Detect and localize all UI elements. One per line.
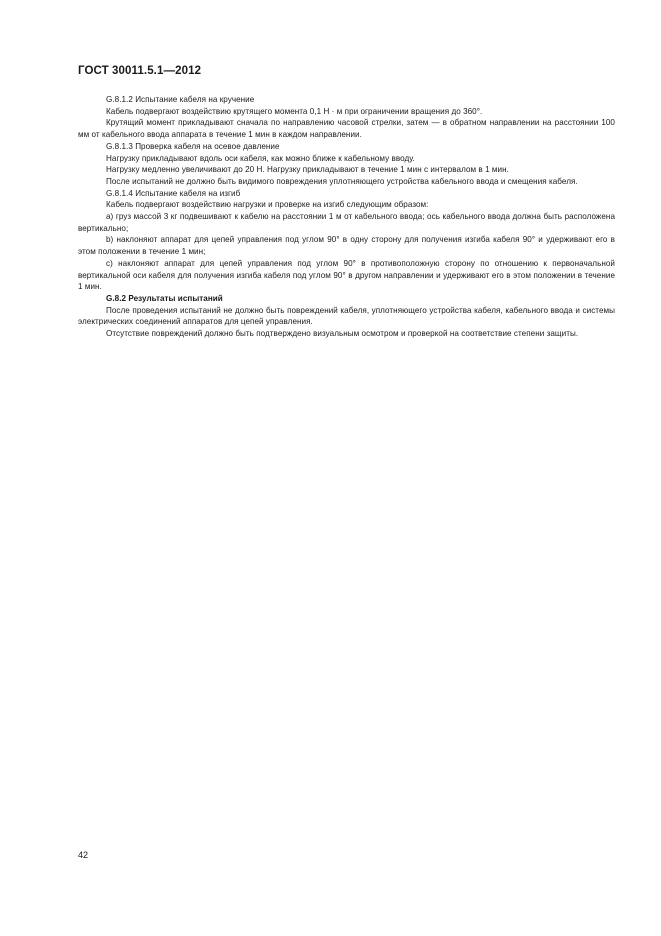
paragraph: После испытаний не должно быть видимого повреждения уплотняющего устройства кабельного ввода и смещения кабеля. [106,176,578,186]
section-heading: G.8.2 Результаты испытаний [106,293,223,303]
subsection-heading: G.8.1.2 Испытание кабеля на кручение [106,95,255,104]
paragraph: Крутящий момент прикладывают сначала по направлению часовой стрелки, затем — в обратном направлении на расстоянии 100 мм от кабельного ввода аппарата в течение 1 мин в каждом направлении. [78,118,615,140]
paragraph: Нагрузку прикладывают вдоль оси кабеля, как можно ближе к кабельному вводу. [106,153,415,163]
document-body [78,94,615,340]
document-header: ГОСТ 30011.5.1—2012 [78,65,202,77]
paragraph: Кабель подвергают воздействию крутящего момента 0,1 Н · м при ограничении вращения до 360°. [106,106,483,116]
list-item: с) наклоняют аппарат для цепей управления под углом 90° в противоположную сторону по отношению к первоначальной вертикальной оси кабеля для получения изгиба кабеля под углом 90° в другом направлении и удерживают его в этом положении в течение 1 мин. [78,258,615,292]
paragraph: После проведения испытаний не должно быть повреждений кабеля, уплотняющего устройства кабеля, кабельного ввода и системы электрических соединений аппаратов для цепей управления. [78,305,615,327]
paragraph: Кабель подвергают воздействию нагрузки и проверке на изгиб следующим образом: [106,200,429,210]
subsection-heading: G.8.1.4 Испытание кабеля на изгиб [106,188,241,198]
paragraph: Отсутствие повреждений должно быть подтверждено визуальным осмотром и проверкой на соответствие степени защиты. [106,329,579,339]
list-item: b) наклоняют аппарат для цепей управления под углом 90° в одну сторону для получения изгиба кабеля 90° и удерживают его в этом положении в течение 1 мин; [78,235,615,257]
page-number: 42 [78,850,89,860]
list-item: а) груз массой 3 кг подвешивают к кабелю на расстоянии 1 м от кабельного ввода; ось кабельного ввода должна быть расположена вертикально; [78,212,615,233]
paragraph: Нагрузку медленно увеличивают до 20 Н. Нагрузку прикладывают в течение 1 мин с интервалом в 1 мин. [106,165,509,175]
subsection-heading: G.8.1.3 Проверка кабеля на осевое давление [106,141,280,151]
